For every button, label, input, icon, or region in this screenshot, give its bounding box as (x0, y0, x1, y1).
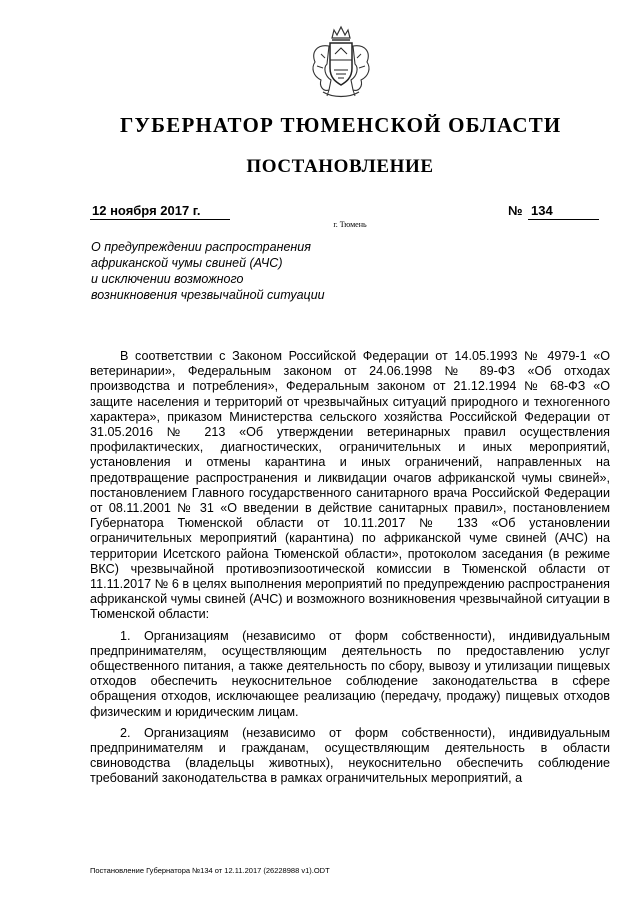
clause-1-paragraph: 1. Организациям (независимо от форм собственности), индивидуальным предпринимателям, осуществляющим деятельность по предоставлению услуг общественного питания, а также деятельность по сбору, вывозу и утилизации пищевых отходов обеспечить неукоснительное соблюдение законодательства в сфере обращения отходов, исключающее реализацию (передачу, продажу) пищевых отходов физическим и юридическим лицам. (90, 628, 610, 719)
document-body (90, 349, 610, 787)
document-type-heading: ПОСТАНОВЛЕНИЕ (246, 156, 434, 177)
organization-title: ГУБЕРНАТОР ТЮМЕНСКОЙ ОБЛАСТИ (120, 113, 562, 137)
number-sign: № (508, 203, 523, 218)
document-footer: Постановление Губернатора №134 от 12.11.2017 (26228988 v1).ODT (90, 866, 330, 875)
subject-line: О предупреждении распространения (91, 240, 311, 254)
subject-line: африканской чумы свиней (АЧС) (91, 256, 283, 270)
clause-2-paragraph: 2. Организациям (независимо от форм собственности), индивидуальным предпринимателям и гражданам, осуществляющим деятельность в области свиноводства (владельцы животных), неукоснительно обеспечить соблюдение требований законодательства в рамках ограничительных мероприятий, а (90, 725, 610, 786)
coat-of-arms-icon (299, 24, 383, 104)
subject-line: и исключении возможного (91, 272, 244, 286)
document-subject (91, 239, 391, 303)
preamble-paragraph: В соответствии с Законом Российской Федерации от 14.05.1993 № 4979-1 «О ветеринарии», Федеральным законом от 24.06.1998 № 89-ФЗ «Об отходах производства и потребления», Федеральным законом от 21.12.1994 № 68-ФЗ «О защите населения и территорий от чрезвычайных ситуаций природного и техногенного характера», приказом Министерства сельского хозяйства Российской Федерации от 31.05.2016 № 213 «Об утверждении ветеринарных правил осуществления профилактических, диагностических, ограничительных и иных мероприятий, установления и отмены карантина и иных ограничений, направленных на предотвращение распространения и ликвидации очагов африканской чумы свиней», постановлением Главного государственного санитарного врача Российской Федерации от 08.11.2001 № 31 «О введении в действие санитарных правил», постановлением Губернатора Тюменской области от 10.11.2017 № 133 «Об установлении ограничительных мероприятий (карантина) по африканской чуме свиней (АЧС) на территории Исетского района Тюменской области», протоколом заседания (в режиме ВКС) чрезвычайной противоэпизоотической комиссии в Тюменской области от 11.11.2017 № 6 в целях выполнения мероприятий по предупреждению распространения африканской чумы свиней (АЧС) и возможного возникновения чрезвычайной ситуации в Тюменской области: (90, 349, 610, 622)
subject-line: возникновения чрезвычайной ситуации (91, 288, 325, 302)
document-number: 134 (528, 203, 599, 220)
document-date: 12 ноября 2017 г. (90, 203, 230, 220)
document-city: г. Тюмень (333, 220, 367, 229)
